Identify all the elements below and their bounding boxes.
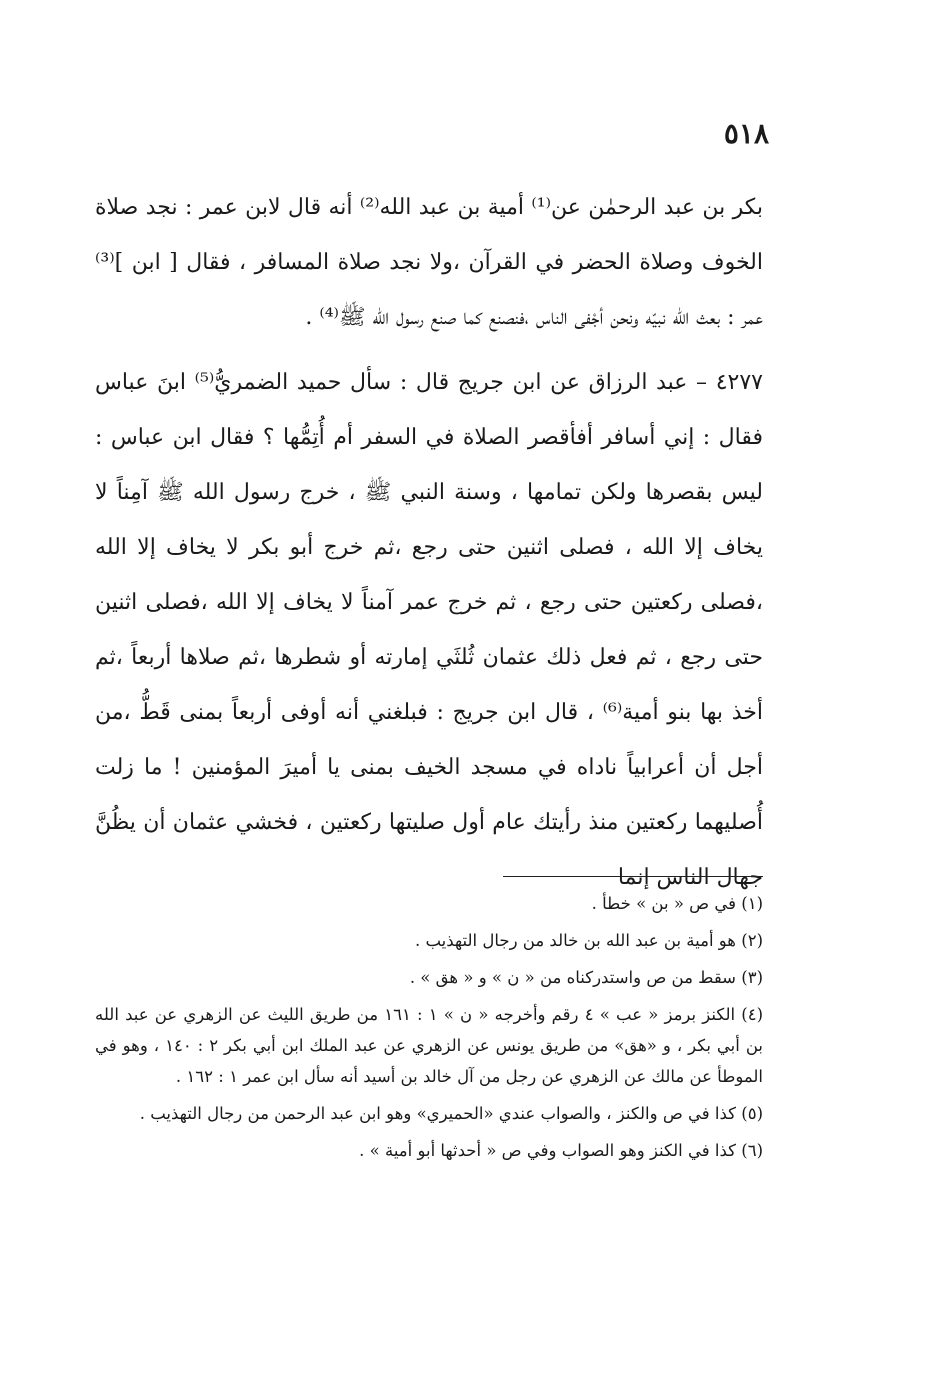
main-text <box>95 180 763 905</box>
page-number: ٥١٨ <box>723 117 769 150</box>
footnote-3: (٣) سقط من ص واستدركناه من « ن » و « هق » . <box>409 968 763 987</box>
paragraph-1: بكر بن عبد الرحمٰن عن⁽¹⁾ أمية بن عبد الله⁽²⁾ أنه قال لابن عمر : نجد صلاة الخوف وصلاة الحضر في القرآن ،ولا نجد صلاة المسافر ، فقال [ ابن ]⁽³⁾ عمر : بعث الله نبيّه ونحن أجْفى الناس ،فنصنع كما صنع رسول الله ﷺ⁽⁴⁾ . <box>95 195 764 330</box>
footnote-1: (١) في ص « بن » خطأ . <box>591 894 763 913</box>
footnotes <box>95 888 763 1172</box>
paragraph-hadith-4277: ٤٢٧٧ – عبد الرزاق عن ابن جريج قال : سأل حميد الضمريُّ⁽⁵⁾ ابنَ عباس فقال : إني أسافر أفأقصر الصلاة في السفر أم أُتِمُّها ؟ فقال ابن عباس : ليس بقصرها ولكن تمامها ، وسنة النبي ﷺ ، خرج رسول الله ﷺ آمِناً لا يخاف إلا الله ، فصلى اثنين حتى رجع ،ثم خرج أبو بكر لا يخاف إلا الله ،فصلى ركعتين حتى رجع ، ثم خرج عمر آمناً لا يخاف إلا الله ،فصلى اثنين حتى رجع ، ثم فعل ذلك عثمان ثُلثَي إمارته أو شطرها ،ثم صلاها أربعاً ،ثم أخذ بها بنو أمية⁽⁶⁾ ، قال ابن جريج : فبلغني أنه أوفى أربعاً بمنى قَطُّ ،من أجل أن أعرابياً ناداه في مسجد الخيف بمنى يا أميرَ المؤمنين ! ما زلت أُصليهما ركعتين منذ رأيتك عام أول صليتها ركعتين ، فخشي عثمان أن يظُنَّ جهال الناس إنما <box>95 370 763 890</box>
footnote-5: (٥) كذا في ص والكنز ، والصواب عندي «الحميري» وهو ابن عبد الرحمن من رجال التهذيب . <box>139 1104 763 1123</box>
footnote-4: (٤) الكنز برمز « عب » ٤ رقم وأخرجه « ن » ١ : ١٦١ من طريق الليث عن الزهري عن عبد الله بن أبي بكر ، و «هق» من طريق يونس عن الزهري عن عبد الملك ابن أبي بكر ٢ : ١٤٠ ، وهو في الموطأ عن مالك عن الزهري عن رجل من آل خالد بن أسيد أنه سأل ابن عمر ١ : ١٦٢ . <box>95 1005 764 1086</box>
footnote-6: (٦) كذا في الكنز وهو الصواب وفي ص « أحدثها أبو أمية » . <box>359 1141 763 1160</box>
footnote-2: (٢) هو أمية بن عبد الله بن خالد من رجال التهذيب . <box>414 931 763 950</box>
footnote-separator <box>503 876 763 877</box>
